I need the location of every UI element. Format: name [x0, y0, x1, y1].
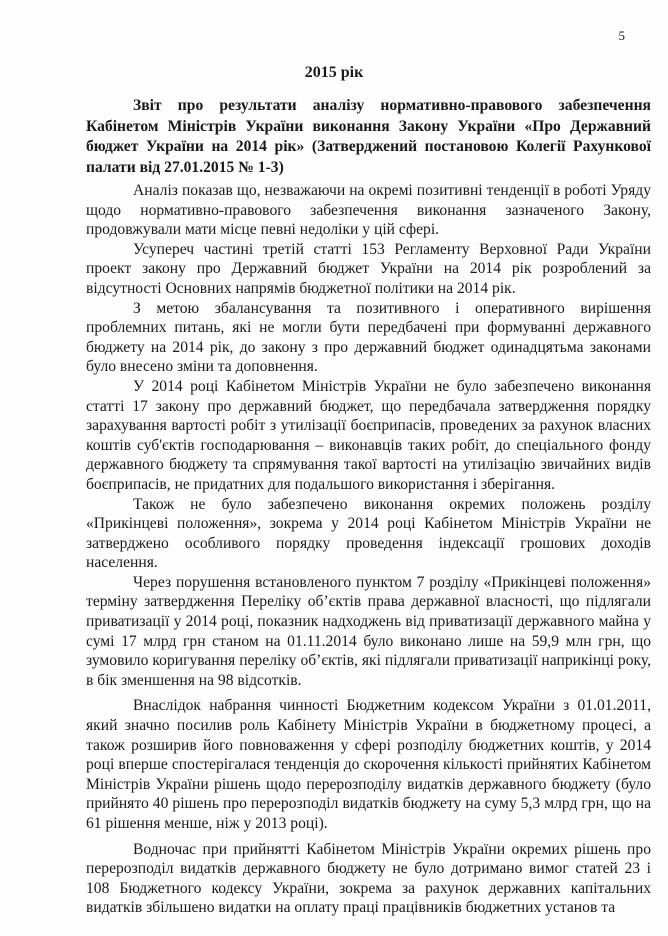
paragraph: З метою збалансування та позитивного і оперативного вирішення проблемних питань, які не могли бути передбачені при формуванні державного бюджету на 2014 рік, до закону з про державний бюджет одинадцятьма законами було внесено зміни та доповнення.: [86, 299, 651, 376]
year-heading: 2015 рік: [304, 64, 364, 81]
paragraph: У 2014 році Кабінетом Міністрів України не було забезпечено виконання статті 17 закону про державний бюджет, що передбачала затвердження порядку зарахування вартості робіт з утилізації боєприпасів, проведених за рахунок власних коштів суб'єктів господарювання – виконавців таких робіт, до спеціального фонду державного бюджету та спрямування такої вартості на утилізацію звичайних видів боєприпасів, не придатних для подальшого використання і зберігання.: [86, 377, 651, 493]
page-number: 5: [618, 28, 625, 43]
body-text: [86, 181, 651, 918]
paragraph: Аналіз показав що, незважаючи на окремі позитивні тенденції в роботі Уряду щодо нормативно-правового забезпечення виконання зазначеного Закону, продовжували мати місце певні недоліки у цій сфері.: [86, 182, 651, 239]
report-title: Звіт про результати аналізу нормативно-правового забезпечення Кабінетом Міністрів України виконання Закону України «Про Державний бюджет України на 2014 рік» (Затверджений постановою Колегії Рахункової палати від 27.01.2015 № 1-3): [86, 97, 651, 176]
paragraph: Усупереч частині третій статті 153 Регламенту Верховної Ради України проект закону про Державний бюджет України на 2014 рік розроблений за відсутності Основних напрямів бюджетної політики на 2014 рік.: [86, 240, 651, 297]
paragraph: Також не було забезпечено виконання окремих положень розділу «Прикінцеві положення», зокрема у 2014 році Кабінетом Міністрів України не затверджено особливого порядку проведення індексації грошових доходів населення.: [86, 495, 651, 572]
paragraph: Водночас при прийнятті Кабінетом Міністрів України окремих рішень про перерозподіл видатків державного бюджету не було дотримано вимог статей 23 і 108 Бюджетного кодексу України, зокрема за рахунок державних капітальних видатків збільшено видатки на оплату праці працівників бюджетних установ та: [86, 840, 651, 917]
paragraph: Внаслідок набрання чинності Бюджетним кодексом України з 01.01.2011, який значно посилив роль Кабінету Міністрів України в бюджетному процесі, а також розширив його повноваження у сфері розподілу бюджетних коштів, у 2014 році вперше спостерігалася тенденція до скорочення кількості прийнятих Кабінетом Міністрів України рішень щодо перерозподілу видатків державного бюджету (було прийнято 40 рішень про перерозподіл видатків бюджету на суму 5,3 млрд грн, що на 61 рішення менше, ніж у 2013 році).: [86, 697, 651, 832]
paragraph: Через порушення встановленого пунктом 7 розділу «Прикінцеві положення» терміну затвердження Переліку об’єктів права державної власності, що підлягали приватизації у 2014 році, показник надходжень від приватизації державного майна у сумі 17 млрд грн станом на 01.11.2014 було виконано лише на 59,9 млн грн, що зумовило коригування переліку об’єктів, які підлягали приватизації наприкінці року, в бік зменшення на 98 відсотків.: [86, 573, 651, 689]
